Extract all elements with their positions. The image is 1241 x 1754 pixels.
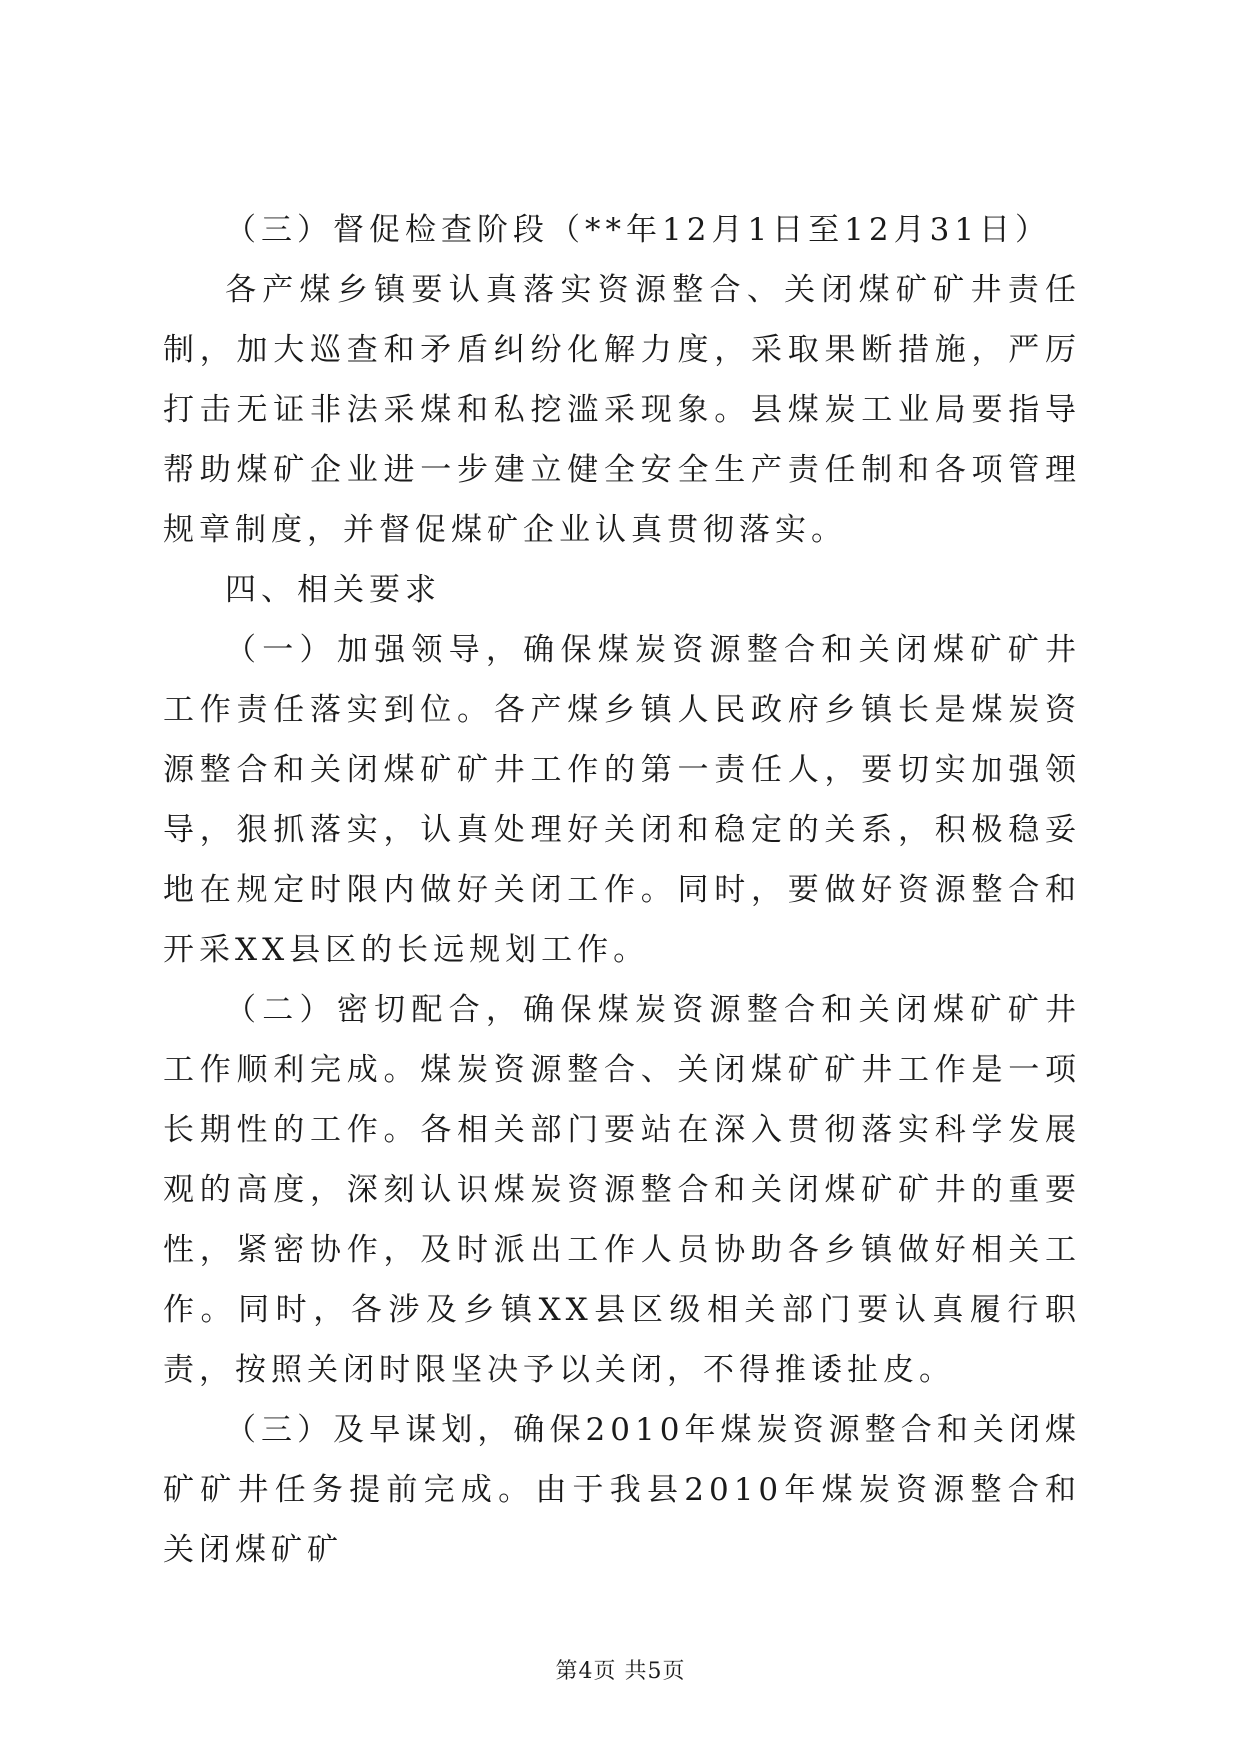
page-footer [0, 1654, 1241, 1685]
paragraph-requirement-two: （二）密切配合，确保煤炭资源整合和关闭煤矿矿井工作顺利完成。煤炭资源整合、关闭煤矿矿井工作是一项长期性的工作。各相关部门要站在深入贯彻落实科学发展观的高度，深刻认识煤炭资源整合和关闭煤矿矿井的重要性，紧密协作，及时派出工作人员协助各乡镇做好相关工作。同时，各涉及乡镇XX县区级相关部门要认真履行职责，按照关闭时限坚决予以关闭，不得推诿扯皮。 [163, 992, 1081, 1388]
paragraph-requirement-three: （三）及早谋划，确保2010年煤炭资源整合和关闭煤矿矿井任务提前完成。由于我县2010年煤炭资源整合和关闭煤矿矿 [163, 1412, 1081, 1568]
document-body [163, 200, 1081, 1580]
section-heading-stage-three: （三）督促检查阶段（**年12月1日至12月31日） [225, 212, 1052, 248]
page-number-label: 第4页 共5页 [555, 1659, 686, 1684]
paragraph-requirement-one: （一）加强领导，确保煤炭资源整合和关闭煤矿矿井工作责任落实到位。各产煤乡镇人民政府乡镇长是煤炭资源整合和关闭煤矿矿井工作的第一责任人，要切实加强领导，狠抓落实，认真处理好关闭和稳定的关系，积极稳妥地在规定时限内做好关闭工作。同时，要做好资源整合和开采XX县区的长远规划工作。 [163, 632, 1081, 968]
paragraph-stage-three-body: 各产煤乡镇要认真落实资源整合、关闭煤矿矿井责任制，加大巡查和矛盾纠纷化解力度，采取果断措施，严厉打击无证非法采煤和私挖滥采现象。县煤炭工业局要指导帮助煤矿企业进一步建立健全安全生产责任制和各项管理规章制度，并督促煤矿企业认真贯彻落实。 [163, 272, 1081, 548]
section-heading-requirements: 四、相关要求 [225, 572, 441, 608]
